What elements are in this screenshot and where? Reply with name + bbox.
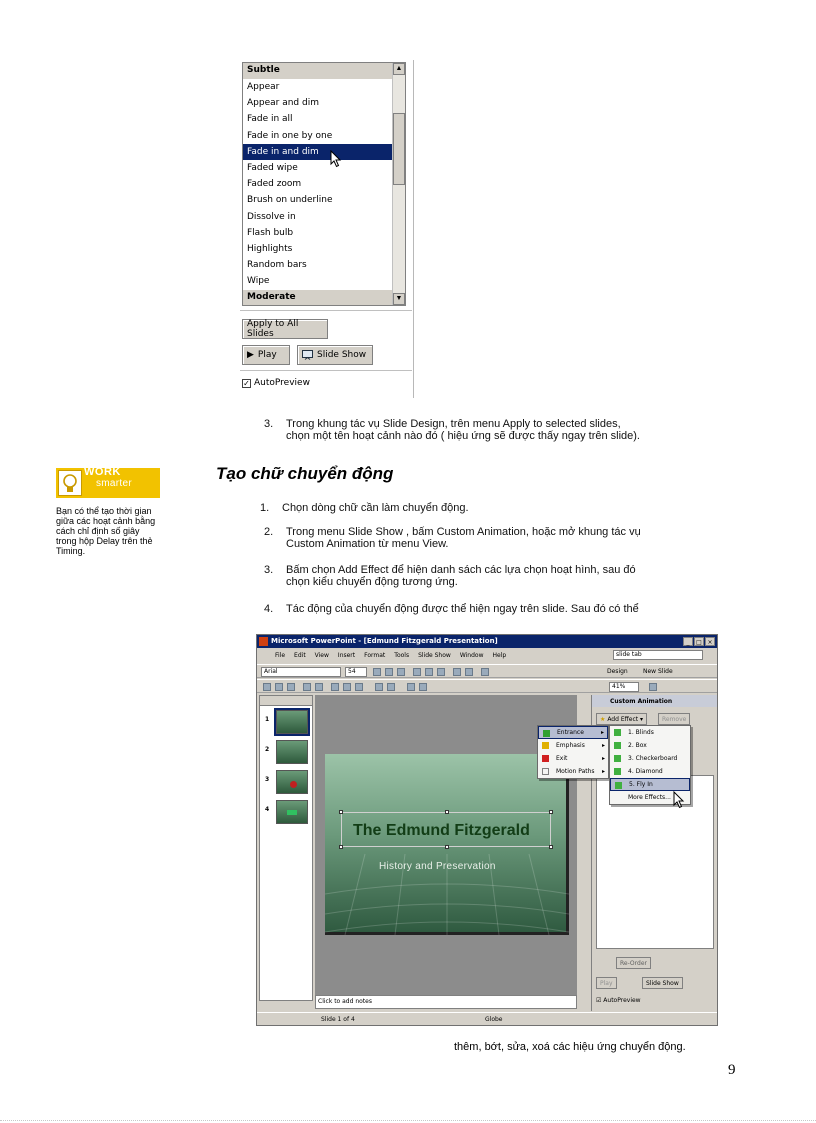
badge-smarter-text: smarter <box>96 478 132 489</box>
step-text: Chọn dòng chữ cần làm chuyển động. <box>282 502 469 514</box>
menu-window[interactable]: Window <box>459 652 484 659</box>
step-3-intro <box>264 418 640 442</box>
menu-item-exit[interactable]: Exit ▸ <box>538 752 608 765</box>
underline-icon[interactable] <box>397 668 405 676</box>
menu-format[interactable]: Format <box>364 652 386 659</box>
powerpoint-app-icon <box>259 637 268 646</box>
zoom-select[interactable]: 41% <box>609 682 639 692</box>
slide-thumbnail[interactable] <box>276 800 308 824</box>
step-number: 3. <box>264 418 274 430</box>
menu-view[interactable]: View <box>314 652 329 659</box>
increase-font-icon[interactable] <box>465 668 473 676</box>
star-icon: ★ <box>600 716 606 723</box>
slide-title[interactable]: The Edmund Fitzgerald <box>353 822 530 839</box>
step-text: chọn một tên hoạt cảnh nào đó ( hiệu ứng sẽ được thấy ngay trên slide). <box>286 430 640 442</box>
design-button[interactable]: Design <box>607 668 628 675</box>
close-icon[interactable]: × <box>705 637 715 646</box>
page-number: 9 <box>728 1062 736 1078</box>
apply-to-all-label: Apply to All Slides <box>247 319 299 339</box>
screenshot-border <box>413 60 414 398</box>
divider <box>240 310 412 311</box>
redo-icon[interactable] <box>387 683 395 691</box>
autopreview-label: AutoPreview <box>603 997 641 1004</box>
slide-thumbnail[interactable] <box>276 710 308 734</box>
play-button[interactable]: Play <box>596 977 617 989</box>
step-text: Trong menu Slide Show , bấm Custom Animation, hoặc mở khung tác vụ <box>286 526 641 538</box>
formatting-toolbar <box>257 664 717 678</box>
paste-icon[interactable] <box>355 683 363 691</box>
menu-slide-show[interactable]: Slide Show <box>418 652 451 659</box>
menu-item-motion-paths[interactable]: Motion Paths ▸ <box>538 765 608 778</box>
list-item[interactable]: Highlights <box>247 243 293 254</box>
menu-item-blinds[interactable]: 1. Blinds <box>610 726 690 739</box>
menu-tools[interactable]: Tools <box>394 652 410 659</box>
menu-file[interactable]: File <box>275 652 286 659</box>
remove-button[interactable]: Remove <box>658 713 690 725</box>
list-item-selected[interactable]: Fade in and dim <box>243 144 393 160</box>
mouse-cursor-icon <box>673 791 685 809</box>
status-slide-count: Slide 1 of 4 <box>321 1016 355 1023</box>
resize-handle[interactable] <box>339 845 343 849</box>
tip-text: Bạn có thể tạo thời gian giữa các hoạt cảnh bằng cách chỉ định số giây trong hộp Delay trên thẻ Timing. <box>56 506 156 556</box>
undo-icon[interactable] <box>375 683 383 691</box>
font-size-select[interactable]: 54 <box>345 667 367 677</box>
resize-handle[interactable] <box>549 810 553 814</box>
play-label: Play <box>257 350 277 360</box>
list-item[interactable]: Fade in one by one <box>247 130 333 141</box>
step-1 <box>260 502 469 514</box>
step-text: chọn kiểu chuyển động tương ứng. <box>286 576 458 588</box>
status-bar <box>257 1012 717 1025</box>
add-effect-label: Add Effect <box>607 716 639 723</box>
badge-work-text: WORK <box>84 466 121 478</box>
autopreview-label: AutoPreview <box>254 378 310 388</box>
menu-item-emphasis[interactable]: Emphasis ▸ <box>538 739 608 752</box>
menu-item-more-effects[interactable]: More Effects... <box>628 794 671 801</box>
step-text: Trong khung tác vụ Slide Design, trên menu Apply to selected slides, <box>286 418 621 430</box>
step-text: Custom Animation từ menu View. <box>286 538 449 550</box>
list-scrollbar[interactable] <box>392 63 405 305</box>
slide-thumbnail[interactable] <box>276 770 308 794</box>
menu-item-diamond[interactable]: 4. Diamond <box>610 765 690 778</box>
scroll-thumb[interactable] <box>393 113 405 185</box>
list-item[interactable]: Dissolve in <box>247 211 296 222</box>
ask-question-input[interactable]: slide tab <box>613 650 703 660</box>
scroll-down-icon[interactable]: ▼ <box>393 293 405 305</box>
add-effect-menu <box>537 725 609 779</box>
list-item[interactable]: Faded wipe <box>247 162 298 173</box>
print-icon[interactable] <box>303 683 311 691</box>
autopreview-row[interactable]: ☑ AutoPreview <box>596 997 641 1004</box>
align-center-icon[interactable] <box>425 668 433 676</box>
lightbulb-icon <box>58 470 82 496</box>
step-number: 4. <box>264 603 274 615</box>
maximize-icon[interactable]: □ <box>694 637 704 646</box>
new-slide-button[interactable]: New Slide <box>643 668 673 675</box>
resize-handle[interactable] <box>445 810 449 814</box>
play-icon: ▶ <box>247 350 254 360</box>
step-number: 1. <box>260 502 270 514</box>
slides-pane <box>259 695 313 1001</box>
font-color-icon[interactable] <box>481 668 489 676</box>
continuation-caption: thêm, bớt, sửa, xoá các hiệu ứng chuyển động. <box>454 1041 686 1053</box>
window-title: Microsoft PowerPoint - [Edmund Fitzgerald Presentation] <box>257 635 717 648</box>
step-text: Tác động của chuyển động được thể hiện ngay trên slide. Sau đó có thể <box>286 603 639 615</box>
task-pane-title: Custom Animation <box>592 695 718 707</box>
menu-insert[interactable]: Insert <box>337 652 356 659</box>
add-effect-button[interactable]: ★ Add Effect ▾ <box>596 713 647 725</box>
italic-icon[interactable] <box>385 668 393 676</box>
notes-input[interactable]: Click to add notes <box>315 995 577 1009</box>
autopreview-row[interactable] <box>242 378 310 388</box>
status-design: Globe <box>485 1016 503 1023</box>
menu-item-checkerboard[interactable]: 3. Checkerboard <box>610 752 690 765</box>
slide-show-button[interactable]: Slide Show <box>642 977 683 989</box>
slide-thumbnail[interactable] <box>276 740 308 764</box>
powerpoint-window <box>256 634 718 1026</box>
thumb-number: 1 <box>265 716 270 723</box>
minimize-icon[interactable]: _ <box>683 637 693 646</box>
step-number: 2. <box>264 526 274 538</box>
mouse-cursor-icon <box>330 150 342 168</box>
menu-item-fly-in[interactable]: 5. Fly In <box>610 778 690 791</box>
step-4 <box>264 603 639 615</box>
step-number: 3. <box>264 564 274 576</box>
list-item[interactable]: Wipe <box>247 276 270 287</box>
reorder-button[interactable]: Re-Order <box>616 957 651 969</box>
thumb-number: 4 <box>265 806 270 813</box>
thumb-number: 2 <box>265 746 270 753</box>
menu-item-box[interactable]: 2. Box <box>610 739 690 752</box>
step-3 <box>264 564 636 588</box>
scroll-up-icon[interactable]: ▲ <box>393 63 405 75</box>
apply-to-all-slides-button[interactable] <box>242 319 328 339</box>
align-right-icon[interactable] <box>437 668 445 676</box>
pane-tabs[interactable] <box>260 696 312 706</box>
chart-icon[interactable] <box>407 683 415 691</box>
divider <box>240 370 412 371</box>
list-item[interactable]: Fade in all <box>247 114 293 125</box>
autopreview-checkbox[interactable]: ✓ <box>243 378 250 388</box>
menu-edit[interactable]: Edit <box>294 652 306 659</box>
open-icon[interactable] <box>275 683 283 691</box>
font-name-select[interactable]: Arial <box>261 667 341 677</box>
play-button[interactable] <box>242 345 290 365</box>
step-text: Bấm chọn Add Effect để hiện danh sách các lựa chọn hoạt hình, sau đó <box>286 564 636 576</box>
list-item[interactable]: Random bars <box>247 260 307 271</box>
standard-toolbar <box>257 679 717 693</box>
list-item[interactable]: Appear and dim <box>247 98 319 109</box>
resize-handle[interactable] <box>549 845 553 849</box>
window-controls <box>683 637 715 646</box>
list-item[interactable]: Appear <box>247 82 280 92</box>
cut-icon[interactable] <box>331 683 339 691</box>
resize-handle[interactable] <box>445 845 449 849</box>
list-item[interactable]: Faded zoom <box>247 179 302 190</box>
slide-subtitle[interactable]: History and Preservation <box>379 861 496 872</box>
save-icon[interactable] <box>287 683 295 691</box>
projector-icon <box>302 350 313 360</box>
page-bottom-rule <box>0 1120 816 1121</box>
new-icon[interactable] <box>263 683 271 691</box>
section-heading: Tạo chữ chuyển động <box>216 464 394 483</box>
transition-listbox[interactable] <box>242 62 406 306</box>
list-item[interactable]: Brush on underline <box>247 195 333 206</box>
bold-icon[interactable] <box>373 668 381 676</box>
slide-show-button[interactable] <box>297 345 373 365</box>
copy-icon[interactable] <box>343 683 351 691</box>
thumb-number: 3 <box>265 776 270 783</box>
slide[interactable] <box>325 754 569 935</box>
slide-show-label: Slide Show <box>317 350 367 360</box>
list-group-header: Moderate <box>243 290 393 305</box>
list-group-header: Subtle <box>243 63 405 79</box>
table-icon[interactable] <box>419 683 427 691</box>
align-left-icon[interactable] <box>413 668 421 676</box>
menu-item-entrance[interactable]: Entrance ▸ <box>538 726 608 739</box>
slide-transition-panel <box>240 60 416 398</box>
help-icon[interactable] <box>649 683 657 691</box>
resize-handle[interactable] <box>339 810 343 814</box>
preview-icon[interactable] <box>315 683 323 691</box>
step-2 <box>264 526 641 550</box>
list-item[interactable]: Flash bulb <box>247 227 294 238</box>
bullets-icon[interactable] <box>453 668 461 676</box>
menu-help[interactable]: Help <box>492 652 507 659</box>
